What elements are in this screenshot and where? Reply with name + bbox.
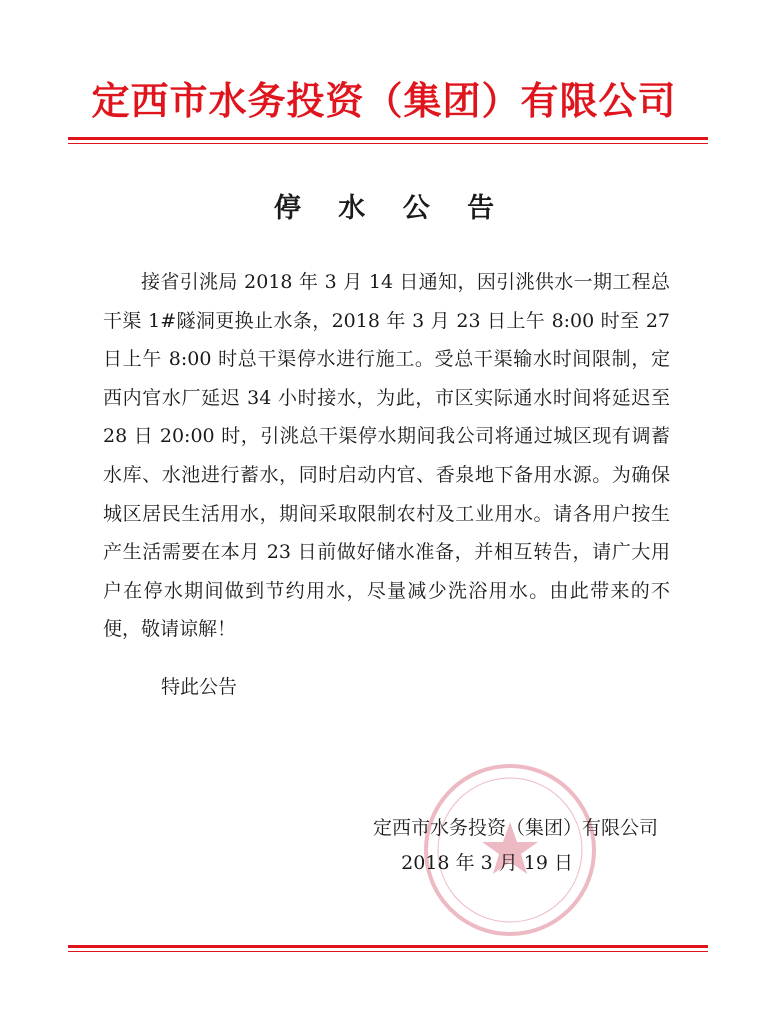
notice-body: 接省引洮局 2018 年 3 月 14 日通知，因引洮供水一期工程总干渠 1#隧洞更换止水条，2018 年 3 月 23 日上午 8:00 时至 27 日上午 8:00 时总干渠停水进行施工。受总干渠输水时间限制，定西内官水厂延迟 34 小时接水，为此，市区实际通水时间将延迟至 28 日 20:00 时，引洮总干渠停水期间我公司将通过城区现有调蓄水库、水池进行蓄水，同时启动内官、香泉地下备用水源。为确保城区居民生活用水，期间采取限制农村及工业用水。请各用户按生产生活需要在本月 23 日前做好储水准备，并相互转告，请广大用户在停水期间做到节约用水，尽量减少洗浴用水。由此带来的不便，敬请谅解！ [103,271,670,641]
signature-organization: 定西市水务投资（集团）有限公司 [372,817,658,839]
closing-remark: 特此公告 [161,676,238,698]
letterhead-rule-top [68,137,708,140]
footer-rule-thin [68,951,708,952]
document-title: 停 水 公 告 [273,193,509,224]
footer-rule [68,945,708,948]
signature-date: 2018 年 3 月 19 日 [401,852,573,874]
letterhead-company-name: 定西市水务投资（集团）有限公司 [91,79,677,123]
letterhead-rule-top-thin [68,143,708,144]
